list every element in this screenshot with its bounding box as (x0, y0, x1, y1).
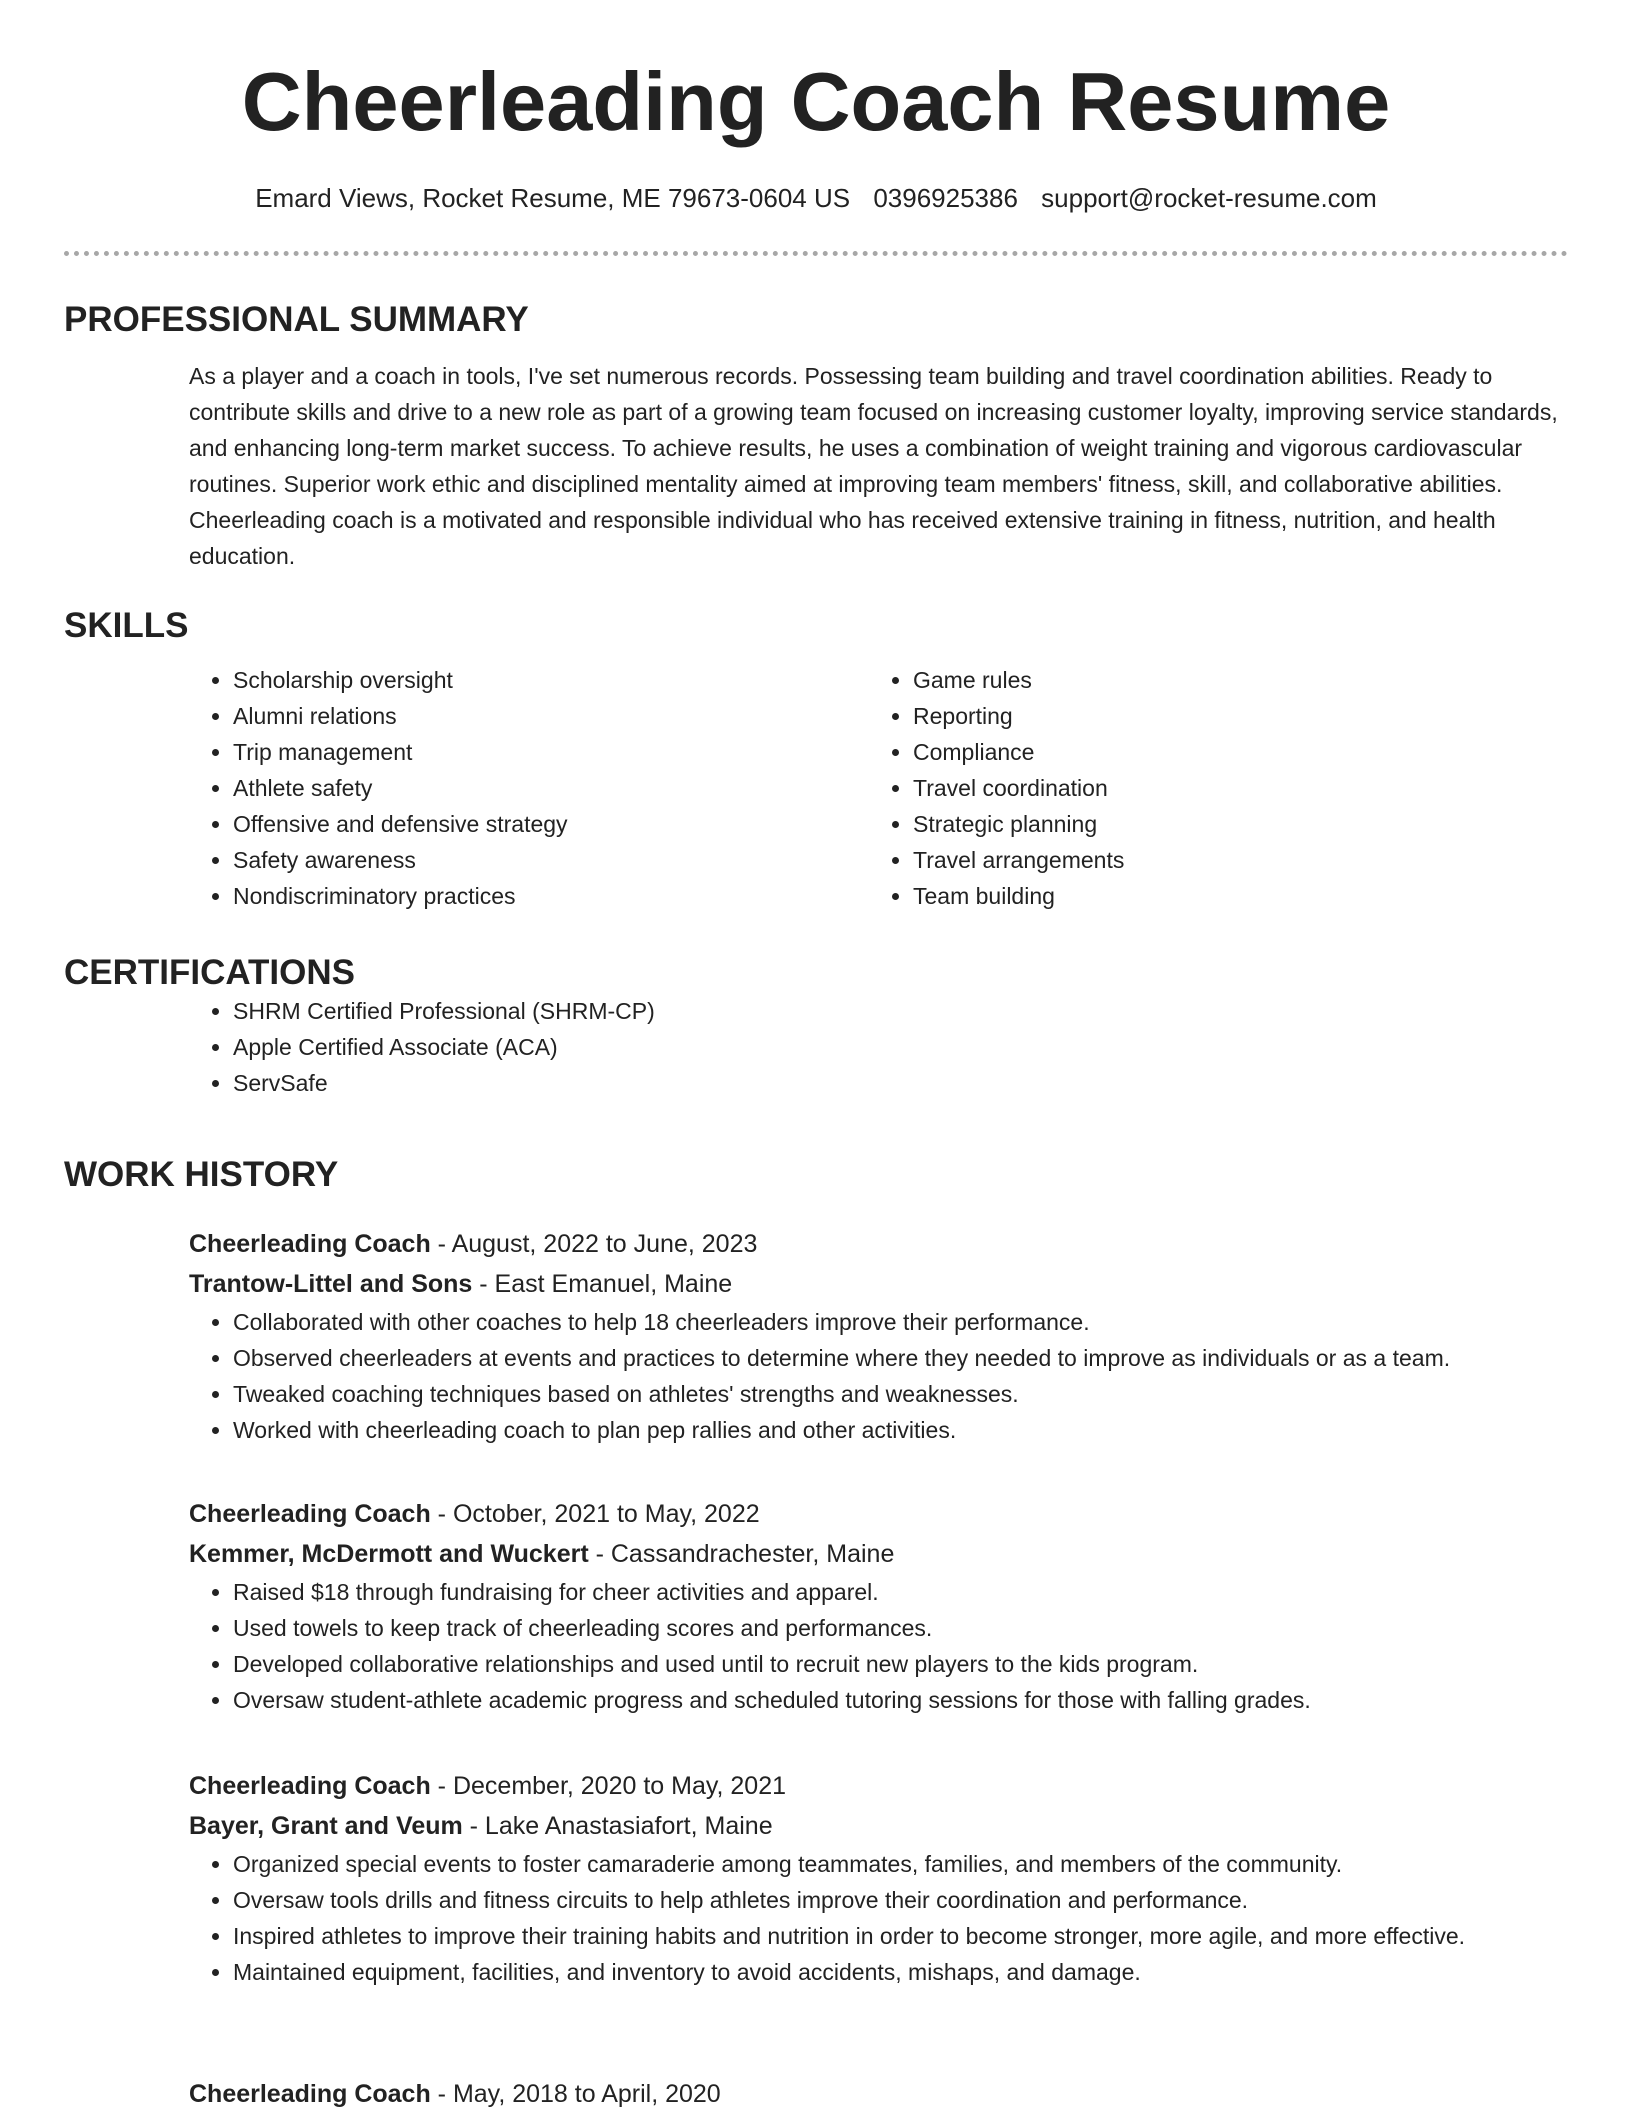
skill-item: • Team building (913, 878, 1549, 914)
job-title-line (189, 1224, 1568, 1264)
job-title-line (189, 1766, 1568, 1806)
resume-title: Cheerleading Coach Resume (241, 55, 1391, 148)
certifications-list (189, 993, 1568, 1101)
skills-list-right (869, 662, 1549, 914)
job-company-line (189, 1534, 1568, 1574)
job-dates: - October, 2021 to May, 2022 (430, 1500, 760, 1528)
job-bullet: • Used towels to keep track of cheerleading scores and performances. (233, 1610, 1568, 1646)
job-bullets (189, 1304, 1568, 1448)
job-title-line (189, 2074, 1568, 2114)
skills-grid (189, 662, 1568, 914)
job-entry (64, 1766, 1568, 1990)
skill-item: • Offensive and defensive strategy (233, 806, 869, 842)
skills-column-left (189, 662, 869, 914)
job-bullet: • Worked with cheerleading coach to plan pep rallies and other activities. (233, 1412, 1568, 1448)
job-bullet: • Organized special events to foster camaraderie among teammates, families, and members of the community. (233, 1846, 1568, 1882)
skill-item: • Trip management (233, 734, 869, 770)
job-company-line (189, 1264, 1568, 1304)
skill-item: • Safety awareness (233, 842, 869, 878)
job-bullet: • Tweaked coaching techniques based on athletes' strengths and weaknesses. (233, 1376, 1568, 1412)
skill-item: • Travel coordination (913, 770, 1549, 806)
job-title-line (189, 1494, 1568, 1534)
job-bullets (189, 1574, 1568, 1718)
job-company-line (189, 1806, 1568, 1846)
job-bullet: • Oversaw student-athlete academic progress and scheduled tutoring sessions for those with falling grades. (233, 1682, 1568, 1718)
job-bullet: • Collaborated with other coaches to help 18 cheerleaders improve their performance. (233, 1304, 1568, 1340)
skill-item: • Athlete safety (233, 770, 869, 806)
job-dates: - May, 2018 to April, 2020 (430, 2080, 721, 2108)
contact-line (0, 180, 1632, 216)
job-company: Bayer, Grant and Veum (189, 1812, 463, 1840)
certifications-heading: CERTIFICATIONS (64, 953, 356, 992)
skills-section (64, 606, 1568, 914)
job-bullet: • Oversaw tools drills and fitness circuits to help athletes improve their coordination and performance. (233, 1882, 1568, 1918)
certification-item: • SHRM Certified Professional (SHRM-CP) (233, 993, 1568, 1029)
job-bullet: • Observed cheerleaders at events and practices to determine where they needed to improve as individuals or as a team. (233, 1340, 1568, 1376)
skills-list-left (189, 662, 869, 914)
summary-text: As a player and a coach in tools, I've set numerous records. Possessing team building and travel coordination abilities. Ready to contribute skills and drive to a new role as part of a growing team focused on increasing customer loyalty, improving service standards, and enhancing long-term market success. To achieve results, he uses a combination of weight training and vigorous cardiovascular routines. Superior work ethic and disciplined mentality aimed at improving team members' fitness, skill, and collaborative abilities. Cheerleading coach is a motivated and responsible individual who has received extensive training in fitness, nutrition, and health education. (189, 363, 1558, 569)
skill-item: • Game rules (913, 662, 1549, 698)
job-bullet: • Developed collaborative relationships and used until to recruit new players to the kids program. (233, 1646, 1568, 1682)
job-title: Cheerleading Coach (189, 2080, 431, 2108)
skill-item: • Strategic planning (913, 806, 1549, 842)
job-dates: - August, 2022 to June, 2023 (430, 1230, 758, 1258)
job-company: Kemmer, McDermott and Wuckert (189, 1540, 589, 1568)
job-bullet: • Raised $18 through fundraising for cheer activities and apparel. (233, 1574, 1568, 1610)
certifications-section (64, 953, 1568, 1101)
job-bullet: • Inspired athletes to improve their training habits and nutrition in order to become stronger, more agile, and more effective. (233, 1918, 1568, 1954)
skill-item: • Travel arrangements (913, 842, 1549, 878)
work-history-heading: WORK HISTORY (64, 1155, 339, 1194)
certification-item: • Apple Certified Associate (ACA) (233, 1029, 1568, 1065)
header-divider (64, 251, 1568, 256)
skill-item: • Reporting (913, 698, 1549, 734)
job-entry (64, 1224, 1568, 1448)
job-entry (64, 2074, 1568, 2114)
skill-item: • Alumni relations (233, 698, 869, 734)
contact-email: support@rocket-resume.com (1041, 183, 1377, 213)
job-bullets (189, 1846, 1568, 1990)
skill-item: • Compliance (913, 734, 1549, 770)
work-history-section (64, 1155, 1568, 1195)
job-location: - Cassandrachester, Maine (588, 1540, 895, 1568)
skill-item: • Scholarship oversight (233, 662, 869, 698)
contact-address: Emard Views, Rocket Resume, ME 79673-0604 US (255, 183, 851, 213)
job-dates: - December, 2020 to May, 2021 (430, 1772, 787, 1800)
skill-item: • Nondiscriminatory practices (233, 878, 869, 914)
job-title: Cheerleading Coach (189, 1772, 431, 1800)
job-entry (64, 1494, 1568, 1718)
contact-phone: 0396925386 (873, 183, 1018, 213)
skills-column-right (869, 662, 1549, 914)
summary-section (64, 300, 1568, 574)
job-title: Cheerleading Coach (189, 1500, 431, 1528)
certification-item: • ServSafe (233, 1065, 1568, 1101)
job-company: Trantow-Littel and Sons (189, 1270, 473, 1298)
job-bullet: • Maintained equipment, facilities, and inventory to avoid accidents, mishaps, and damage. (233, 1954, 1568, 1990)
job-location: - East Emanuel, Maine (472, 1270, 733, 1298)
job-location: - Lake Anastasiafort, Maine (462, 1812, 773, 1840)
summary-heading: PROFESSIONAL SUMMARY (64, 300, 529, 339)
skills-heading: SKILLS (64, 606, 189, 645)
job-title: Cheerleading Coach (189, 1230, 431, 1258)
